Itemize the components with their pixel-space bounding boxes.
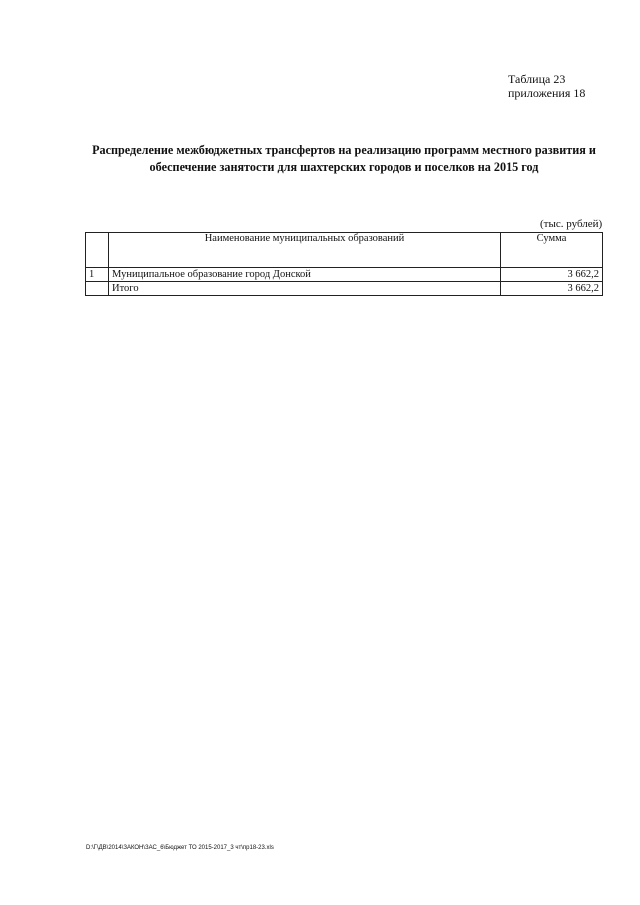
header-number — [86, 233, 109, 268]
table-row — [86, 268, 603, 282]
table-label: Таблица 23 — [508, 72, 566, 86]
table-header-row — [86, 233, 603, 268]
units-label: (тыс. рублей) — [540, 218, 603, 230]
row-sum: 3 662,2 — [501, 268, 603, 282]
appendix-label: приложения 18 — [508, 86, 586, 100]
total-sum: 3 662,2 — [501, 282, 603, 296]
table-reference — [508, 72, 585, 100]
total-number — [86, 282, 109, 296]
total-name: Итого — [109, 282, 501, 296]
file-path-footer: D:\Г\ДВ\2014\ЗАКОН\ЗАС_6\Бюджет ТО 2015-2017_3 чт\пр18-23.xls — [86, 845, 274, 851]
table-total-row — [86, 282, 603, 296]
row-name: Муниципальное образование город Донской — [109, 268, 501, 282]
header-name: Наименование муниципальных образований — [109, 233, 501, 268]
header-sum: Сумма — [501, 233, 603, 268]
document-title: Распределение межбюджетных трансфертов на реализацию программ местного развития и обеспечение занятости для шахтерских городов и поселков на 2015 год — [92, 143, 596, 174]
row-number: 1 — [86, 268, 109, 282]
distribution-table — [85, 232, 603, 296]
